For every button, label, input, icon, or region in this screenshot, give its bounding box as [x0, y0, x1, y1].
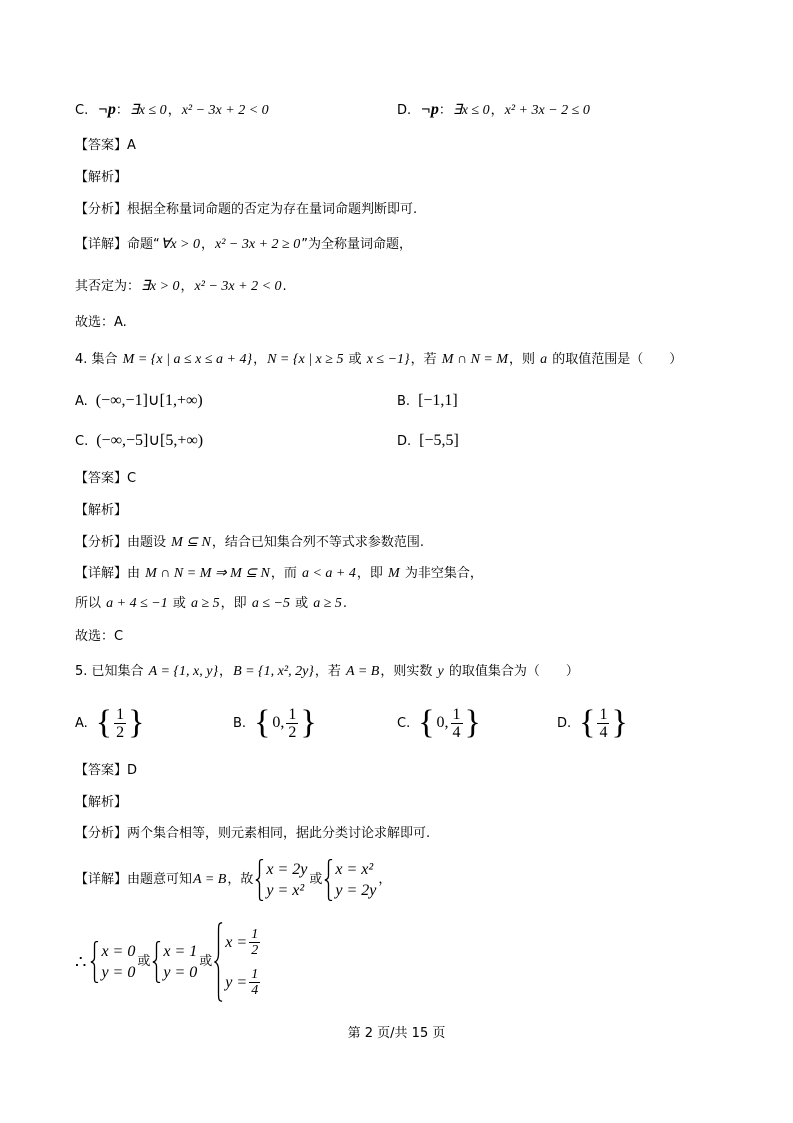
- option-label: D.: [557, 715, 572, 731]
- math-condition: ∃x ≤ 0: [129, 103, 167, 118]
- numerator: 1: [251, 966, 259, 982]
- text: 【详解】由题意可知: [75, 872, 193, 887]
- set-element: 0,: [436, 714, 449, 731]
- option-label: C.: [75, 434, 89, 449]
- equation-lhs: x =: [225, 933, 248, 951]
- text: ，则: [509, 352, 540, 367]
- math-expression: x² + 3x − 2 ≤ 0: [504, 103, 590, 118]
- negation-symbol: ¬p: [98, 101, 116, 118]
- equation: x = 2y: [266, 861, 308, 878]
- q3-answer: 【答案】A: [75, 138, 136, 153]
- numerator: 1: [116, 705, 125, 723]
- text: .: [282, 279, 287, 294]
- math: A = {1, x, y}: [148, 664, 219, 679]
- text: ，结合已知集合列不等式求参数范围.: [211, 535, 425, 550]
- math: x² − 3x + 2 ≥ 0: [215, 237, 301, 252]
- option-label: A.: [75, 715, 88, 731]
- q5-analysis: 【分析】两个集合相等，则元素相同，据此分类讨论求解即可.: [75, 826, 431, 841]
- text: ，即: [356, 566, 388, 581]
- fraction: [114, 706, 126, 741]
- q5-stem: [75, 663, 579, 681]
- q5-conclusion: [75, 920, 264, 1004]
- colon: ：: [115, 103, 129, 118]
- text: 所以: [75, 596, 106, 611]
- q4-option-d: [397, 432, 459, 451]
- equation: x = x²: [335, 861, 374, 878]
- math: a: [540, 352, 548, 367]
- system-brace: [324, 859, 333, 901]
- text: ，: [253, 352, 267, 367]
- math-condition: ∃x ≤ 0: [452, 103, 490, 118]
- q5-analysis-heading: 【解析】: [75, 795, 128, 810]
- set-close-brace: }: [611, 704, 628, 741]
- system-brace: [90, 941, 99, 983]
- text: 【详解】命题“: [75, 237, 160, 252]
- therefore-symbol: ∴: [75, 952, 87, 972]
- numerator: 1: [452, 705, 461, 723]
- text: 或: [168, 596, 190, 611]
- interval: (−∞,−1]∪[1,+∞): [95, 392, 203, 409]
- math-expression: x² − 3x + 2 < 0: [181, 103, 269, 118]
- q5-option-b: [233, 701, 317, 745]
- equation: y = x²: [266, 882, 305, 899]
- text: ”为全称量词命题，: [301, 237, 412, 252]
- negation-symbol: ¬p: [421, 101, 439, 118]
- system-rows: [225, 922, 262, 1002]
- set-open-brace: {: [418, 704, 435, 741]
- equation: y = 0: [101, 964, 136, 981]
- system-brace: [255, 859, 264, 901]
- q4-choice: 故选：C: [75, 629, 124, 644]
- fraction: [249, 967, 260, 998]
- text: 【分析】由题设: [75, 535, 171, 550]
- text: 或: [309, 872, 323, 887]
- numerator: 1: [599, 705, 608, 723]
- denominator: 2: [116, 723, 125, 741]
- q3-analysis-heading: 【解析】: [75, 170, 128, 185]
- q5-option-c: [397, 701, 481, 745]
- text: 或: [290, 596, 313, 611]
- q5-option-d: [557, 701, 628, 745]
- denominator: 4: [599, 723, 608, 741]
- page-footer: 第 2 页/共 15 页: [347, 1026, 446, 1041]
- math: N = {x | x ≥ 5: [267, 352, 344, 367]
- q4-analysis-heading: 【解析】: [75, 503, 128, 518]
- q3-detail: [75, 236, 412, 254]
- text: ，: [378, 872, 392, 887]
- text: 其否定为：: [75, 279, 141, 294]
- q4-analysis: [75, 534, 424, 552]
- fraction: [451, 706, 463, 741]
- q5-option-a: [75, 701, 144, 745]
- math: a ≥ 5: [313, 596, 342, 611]
- system-brace: [152, 941, 161, 983]
- interval: [−5,5]: [419, 432, 459, 449]
- text: ，: [201, 237, 215, 252]
- system-rows: [266, 859, 307, 901]
- q4-answer: 【答案】C: [75, 471, 137, 486]
- option-label: B.: [233, 715, 247, 731]
- math: a + 4 ≤ −1: [106, 596, 168, 611]
- text: ，故: [227, 872, 254, 887]
- math: a ≤ −5: [251, 596, 290, 611]
- math: x ≤ −1}: [366, 352, 410, 367]
- math: M: [388, 566, 400, 581]
- q3-choice: 故选：A.: [75, 315, 127, 330]
- math: A = B: [193, 872, 227, 887]
- text: 4. 集合: [75, 352, 122, 367]
- math: M ⊆ N: [171, 535, 211, 550]
- equation: y = 0: [163, 964, 198, 981]
- system-rows: [101, 941, 135, 983]
- set-open-brace: {: [95, 704, 113, 741]
- q3-option-d: [397, 101, 591, 120]
- equation-system: [214, 922, 262, 1002]
- equation: [225, 962, 262, 1002]
- q3-analysis: 【分析】根据全称量词命题的否定为存在量词命题判断即可.: [75, 202, 418, 217]
- equation-system: [255, 859, 307, 901]
- q4-stem: [75, 351, 682, 369]
- fraction: [249, 927, 260, 958]
- q5-answer: 【答案】D: [75, 763, 138, 778]
- numerator: 1: [251, 926, 259, 942]
- set-close-brace: }: [128, 704, 145, 741]
- option-label: C.: [75, 103, 89, 118]
- text: ，则实数: [380, 664, 437, 679]
- equation: x = 1: [163, 943, 198, 960]
- q3-negation: [75, 278, 287, 296]
- math: M = {x | a ≤ x ≤ a + 4}: [122, 352, 253, 367]
- text: ，若: [410, 352, 441, 367]
- denominator: 2: [288, 723, 297, 741]
- option-label: D.: [397, 103, 412, 118]
- q4-option-c: [75, 432, 203, 451]
- text: 或: [199, 954, 213, 969]
- q5-detail: [75, 858, 391, 902]
- equation-system: [324, 859, 376, 901]
- option-label: D.: [397, 434, 412, 449]
- q4-option-b: [397, 392, 458, 411]
- equation-system: [152, 941, 197, 983]
- option-label: B.: [397, 394, 411, 409]
- equation: [225, 922, 262, 962]
- math: a ≥ 5: [190, 596, 220, 611]
- text: ，即: [220, 596, 251, 611]
- math: a < a + 4: [301, 566, 356, 581]
- text: ，若: [314, 664, 346, 679]
- text: 的取值范围是（ ）: [548, 352, 683, 367]
- equation: x = 0: [101, 943, 136, 960]
- system-rows: [335, 859, 376, 901]
- q3-option-c: [75, 101, 270, 120]
- text: 为非空集合，: [400, 566, 483, 581]
- text: 的取值集合为（ ）: [444, 664, 579, 679]
- q4-option-a: [75, 392, 203, 411]
- equation: y = 2y: [335, 882, 377, 899]
- equation-system: [90, 941, 135, 983]
- text: 【详解】由: [75, 566, 145, 581]
- text: ，而: [270, 566, 301, 581]
- math: ∃x > 0: [141, 279, 180, 294]
- text: ，: [180, 279, 194, 294]
- interval: [−1,1]: [418, 392, 458, 409]
- text: ，: [219, 664, 233, 679]
- denominator: 4: [452, 723, 461, 741]
- math: A = B: [346, 664, 380, 679]
- numerator: 1: [288, 705, 297, 723]
- fraction: [286, 706, 298, 741]
- denominator: 2: [251, 942, 259, 958]
- interval: (−∞,−5]∪[5,+∞): [96, 432, 204, 449]
- set-close-brace: }: [464, 704, 481, 741]
- option-label: A.: [75, 394, 88, 409]
- math: M ∩ N = M ⇒ M ⊆ N: [145, 566, 270, 581]
- denominator: 4: [251, 982, 259, 998]
- equation-lhs: y =: [225, 973, 248, 991]
- math: x² − 3x + 2 < 0: [194, 279, 282, 294]
- option-label: C.: [397, 715, 411, 731]
- colon: ：: [438, 103, 452, 118]
- text: 或: [137, 954, 151, 969]
- system-rows: [163, 941, 197, 983]
- set-element: 0,: [272, 714, 285, 731]
- separator: ，: [490, 103, 504, 118]
- text: 或: [344, 352, 366, 367]
- math: ∀x > 0: [160, 237, 200, 252]
- set-close-brace: }: [300, 704, 317, 741]
- math: M ∩ N = M: [441, 352, 509, 367]
- math: B = {1, x², 2y}: [233, 664, 314, 679]
- fraction: [597, 706, 609, 741]
- text: 5. 已知集合: [75, 664, 148, 679]
- text: .: [342, 596, 348, 611]
- set-open-brace: {: [579, 704, 596, 741]
- q4-detail: [75, 565, 483, 583]
- system-brace: [214, 922, 223, 1002]
- math: y: [437, 664, 444, 679]
- q4-conclusion: [75, 595, 347, 613]
- set-open-brace: {: [254, 704, 271, 741]
- separator: ，: [167, 103, 181, 118]
